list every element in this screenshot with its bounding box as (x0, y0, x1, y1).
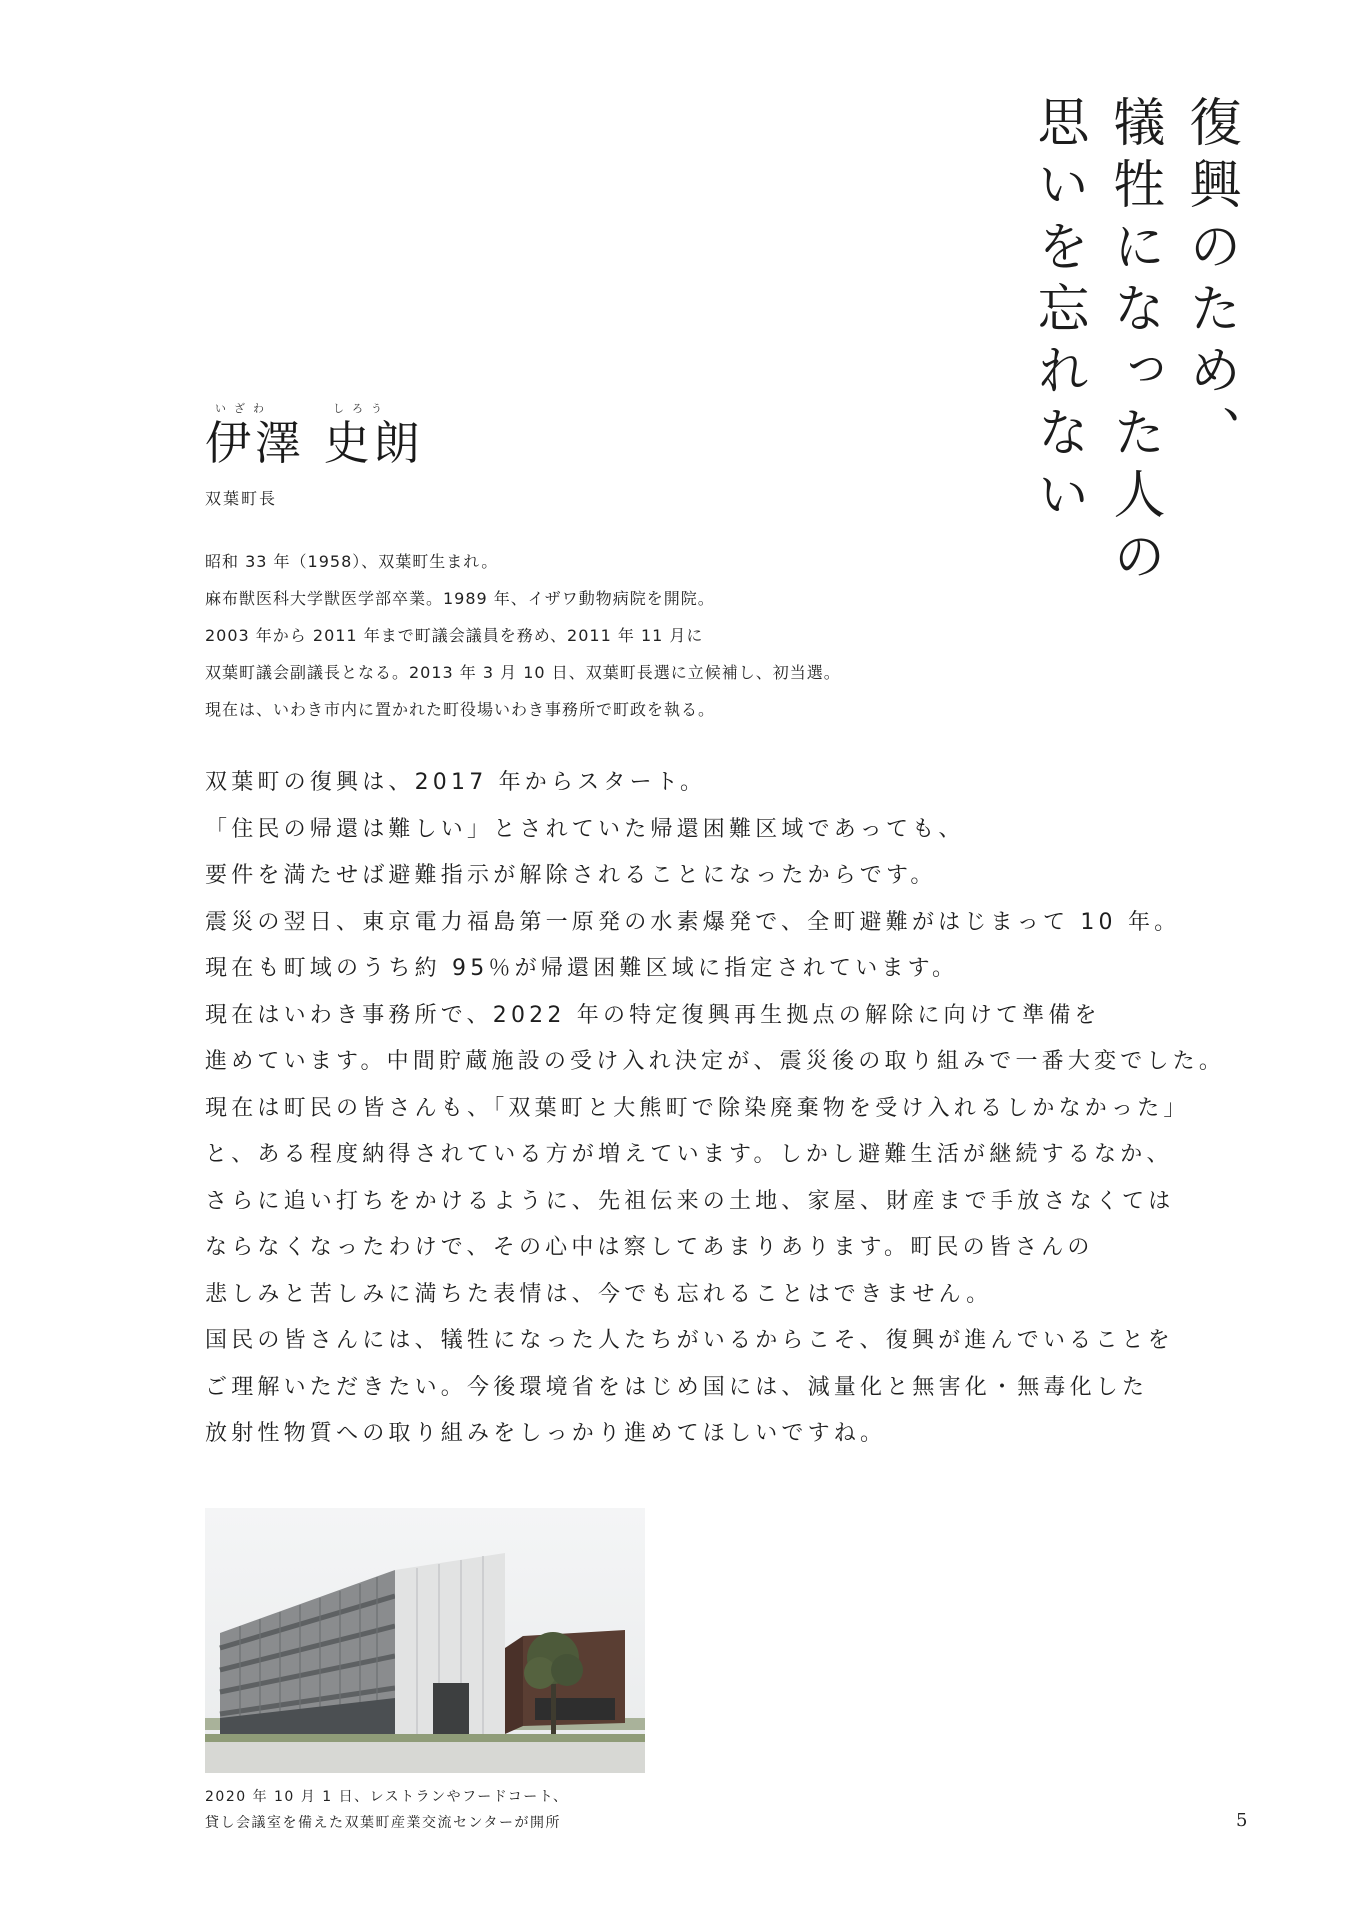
ruby-given: しろう (333, 402, 390, 415)
biography (205, 543, 841, 728)
title-line-1: 復興のため、 (1180, 95, 1240, 467)
body-line: ご理解いただきたい。今後環境省をはじめ国には、減量化と無害化・無毒化した (205, 1374, 1149, 1400)
body-line: さらに追い打ちをかけるように、先祖伝来の土地、家屋、財産まで手放さなくては (205, 1188, 1175, 1214)
body-text (205, 760, 1225, 1458)
body-line: 現在は町民の皆さんも、「双葉町と大熊町で除染廃棄物を受け入れるしかなかった」 (205, 1095, 1190, 1121)
body-line: ならなくなったわけで、その心中は察してあまりあります。町民の皆さんの (205, 1235, 1094, 1260)
person-name: 伊澤 史朗 (205, 416, 424, 470)
page-title (1020, 95, 1248, 591)
body-line: 双葉町の復興は、2017 年からスタート。 (205, 770, 707, 795)
body-line: 放射性物質への取り組みをしっかり進めてほしいですね。 (205, 1421, 887, 1446)
ruby-family: いざわ (215, 402, 272, 415)
title-line-2: 犠牲になった人の (1104, 95, 1164, 591)
caption-line: 2020 年 10 月 1 日、レストランやフードコート、 (205, 1789, 569, 1805)
body-line: 要件を満たせば避難指示が解除されることになったからです。 (205, 863, 937, 888)
body-line: 震災の翌日、東京電力福島第一原発の水素爆発で、全町避難がはじまって 10 年。 (205, 909, 1181, 935)
body-line: 現在も町域のうち約 95％が帰還困難区域に指定されています。 (205, 956, 959, 981)
person-header (205, 400, 465, 509)
bio-line: 昭和 33 年（1958）、双葉町生まれ。 (205, 552, 499, 571)
title-line-3: 思いを忘れない (1028, 95, 1088, 529)
person-role: 双葉町長 (205, 489, 278, 508)
body-line: 悲しみと苦しみに満ちた表情は、今でも忘れることはできません。 (205, 1281, 993, 1307)
body-line: 現在はいわき事務所で、2022 年の特定復興再生拠点の解除に向けて準備を (205, 1002, 1101, 1028)
bio-line: 2003 年から 2011 年まで町議会議員を務め、2011 年 11 月に (205, 626, 704, 645)
photo-caption (205, 1784, 568, 1836)
body-line: 国民の皆さんには、犠牲になった人たちがいるからこそ、復興が進んでいることを (205, 1328, 1174, 1353)
caption-line: 貸し会議室を備えた双葉町産業交流センターが開所 (205, 1815, 561, 1831)
bio-line: 双葉町議会副議長となる。2013 年 3 月 10 日、双葉町長選に立候補し、初当選。 (205, 663, 841, 682)
building-illustration (205, 1508, 645, 1773)
page-number: 5 (1236, 1810, 1248, 1831)
bio-line: 現在は、いわき市内に置かれた町役場いわき事務所で町政を執る。 (205, 700, 716, 719)
body-line: 「住民の帰還は難しい」とされていた帰還困難区域であっても、 (205, 816, 965, 842)
body-line: と、ある程度納得されている方が増えています。しかし避難生活が継続するなか、 (205, 1142, 1173, 1167)
name-ruby (205, 400, 465, 416)
body-line: 進めています。中間貯蔵施設の受け入れ決定が、震災後の取り組みで一番大変でした。 (205, 1049, 1226, 1074)
building-photo (205, 1508, 645, 1773)
bio-line: 麻布獣医科大学獣医学部卒業。1989 年、イザワ動物病院を開院。 (205, 589, 715, 608)
